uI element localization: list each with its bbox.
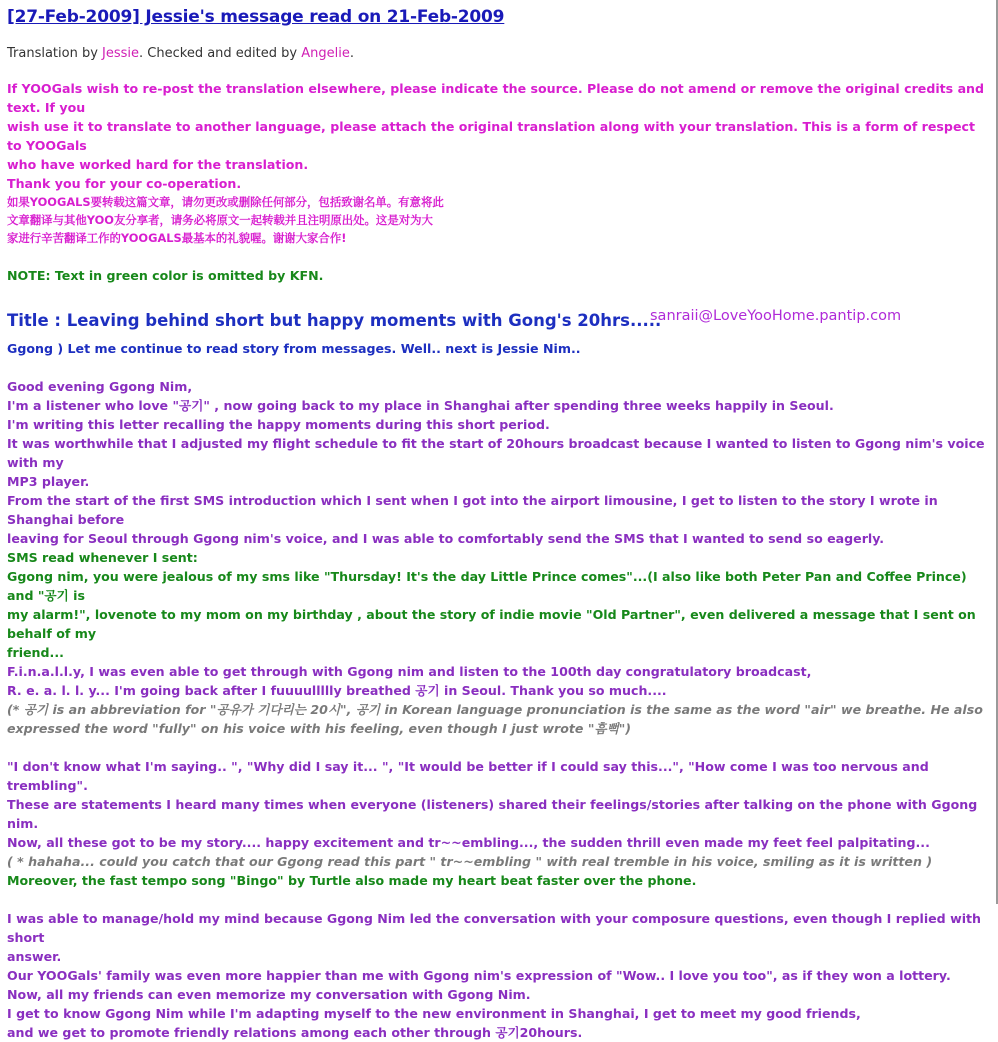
omitted-line: my alarm!", lovenote to my mom on my birthday , about the story of indie movie "Old Partner", even delivered a message that I sent on behalf of my	[7, 607, 976, 641]
post-body	[7, 7, 991, 1042]
post-title-link[interactable]: [27-Feb-2009] Jessie's message read on 21-Feb-2009	[7, 7, 505, 27]
notice-line: Thank you for your co-operation.	[7, 176, 242, 191]
message-line: Good evening Ggong Nim,	[7, 379, 193, 394]
message-line: I get to know Ggong Nim while I'm adapting myself to the new environment in Shanghai, I get to meet my good friends,	[7, 1006, 861, 1021]
message-line: It was worthwhile that I adjusted my flight schedule to fit the start of 20hours broadcast because I wanted to listen to Ggong nim's voice with my	[7, 436, 985, 470]
message-line: Now, all these got to be my story.... happy excitement and tr~~embling..., the sudden thrill even made my feet feel palpitating...	[7, 835, 930, 850]
message-line: These are statements I heard many times when everyone (listeners) shared their feelings/stories after talking on the phone with Ggong nim.	[7, 797, 978, 831]
source-watermark: sanraii@LoveYooHome.pantip.com	[650, 308, 902, 324]
translator-note: (* 공기 is an abbreviation for "공유가 기다리는 20시", 공기 in Korean language pronunciation is the same as the word "air" we breathe. He also	[7, 702, 983, 717]
message-line: leaving for Seoul through Ggong nim's voice, and I was able to comfortably send the SMS that I wanted to send so eagerly.	[7, 531, 885, 546]
translator-note: expressed the word "fully" on his voice with his feeling, even though I just wrote "흠뻑")	[7, 721, 632, 736]
article-title: Title : Leaving behind short but happy moments with Gong's 20hrs.....	[7, 311, 662, 330]
translator-name: Jessie	[102, 46, 140, 61]
message-line: I was able to manage/hold my mind because Ggong Nim led the conversation with your composure questions, even though I replied with short	[7, 911, 982, 945]
message-line: I'm a listener who love "공기" , now going back to my place in Shanghai after spending three weeks happily in Seoul.	[7, 398, 834, 413]
message-line: I'm writing this letter recalling the happy moments during this short period.	[7, 417, 550, 432]
omitted-line: Ggong nim, you were jealous of my sms like "Thursday! It's the day Little Prince comes"...(I also like both Peter Pan and Coffee Prince) and "공기 is	[7, 569, 967, 603]
notice-line: wish use it to translate to another language, please attach the original translation along with your translation. This is a form of respect to YOOGals	[7, 119, 975, 153]
notice-chinese-line: 家进行辛苦翻译工作的YOOGALS最基本的礼貌喔。谢谢大家合作!	[7, 231, 347, 245]
message-line: R. e. a. l. l. y... I'm going back after I fuuuullllly breathed 공기 in Seoul. Thank you so much....	[7, 683, 667, 698]
article-intro: Ggong ) Let me continue to read story from messages. Well.. next is Jessie Nim..	[7, 341, 581, 356]
credits-line	[7, 46, 991, 61]
translator-note: ( * hahaha... could you catch that our Ggong read this part " tr~~embling " with real tremble in his voice, smiling as it is written )	[7, 854, 933, 869]
message-line: MP3 player.	[7, 474, 90, 489]
omission-note: NOTE: Text in green color is omitted by KFN.	[7, 268, 324, 283]
notice-chinese-line: 如果YOOGALS要转载这篇文章，请勿更改或删除任何部分，包括致谢名单。有意将此	[7, 195, 444, 209]
message-line: F.i.n.a.l.l.y, I was even able to get through with Ggong nim and listen to the 100th day congratulatory broadcast,	[7, 664, 812, 679]
message-line: "I don't know what I'm saying.. ", "Why did I say it... ", "It would be better if I could say this...", "How come I was too nervous and trembling".	[7, 759, 929, 793]
omitted-line: Moreover, the fast tempo song "Bingo" by Turtle also made my heart beat faster over the phone.	[7, 873, 697, 888]
message-body	[7, 377, 991, 1042]
omitted-line: friend...	[7, 645, 64, 660]
message-line: From the start of the first SMS introduction which I sent when I got into the airport limousine, I get to listen to the story I wrote in Shanghai before	[7, 493, 938, 527]
message-line: answer.	[7, 949, 62, 964]
credits-middle: . Checked and edited by	[139, 46, 302, 61]
repost-notice	[7, 79, 991, 247]
message-line: and we get to promote friendly relations among each other through 공기20hours.	[7, 1025, 583, 1040]
message-line: Our YOOGals' family was even more happier than me with Ggong nim's expression of "Wow.. I love you too", as if they won a lottery.	[7, 968, 951, 983]
credits-end: .	[349, 46, 354, 61]
credits-prefix: Translation by	[7, 46, 103, 61]
notice-chinese-line: 文章翻译与其他YOO友分享者，请务必将原文一起转载并且注明原出处。这是对为大	[7, 213, 433, 227]
notice-line: who have worked hard for the translation.	[7, 157, 309, 172]
omitted-line: SMS read whenever I sent:	[7, 550, 198, 565]
editor-name: Angelie	[301, 46, 350, 61]
notice-line: If YOOGals wish to re-post the translation elsewhere, please indicate the source. Please do not amend or remove the original credits and text. If you	[7, 81, 985, 115]
message-line: Now, all my friends can even memorize my conversation with Ggong Nim.	[7, 987, 531, 1002]
